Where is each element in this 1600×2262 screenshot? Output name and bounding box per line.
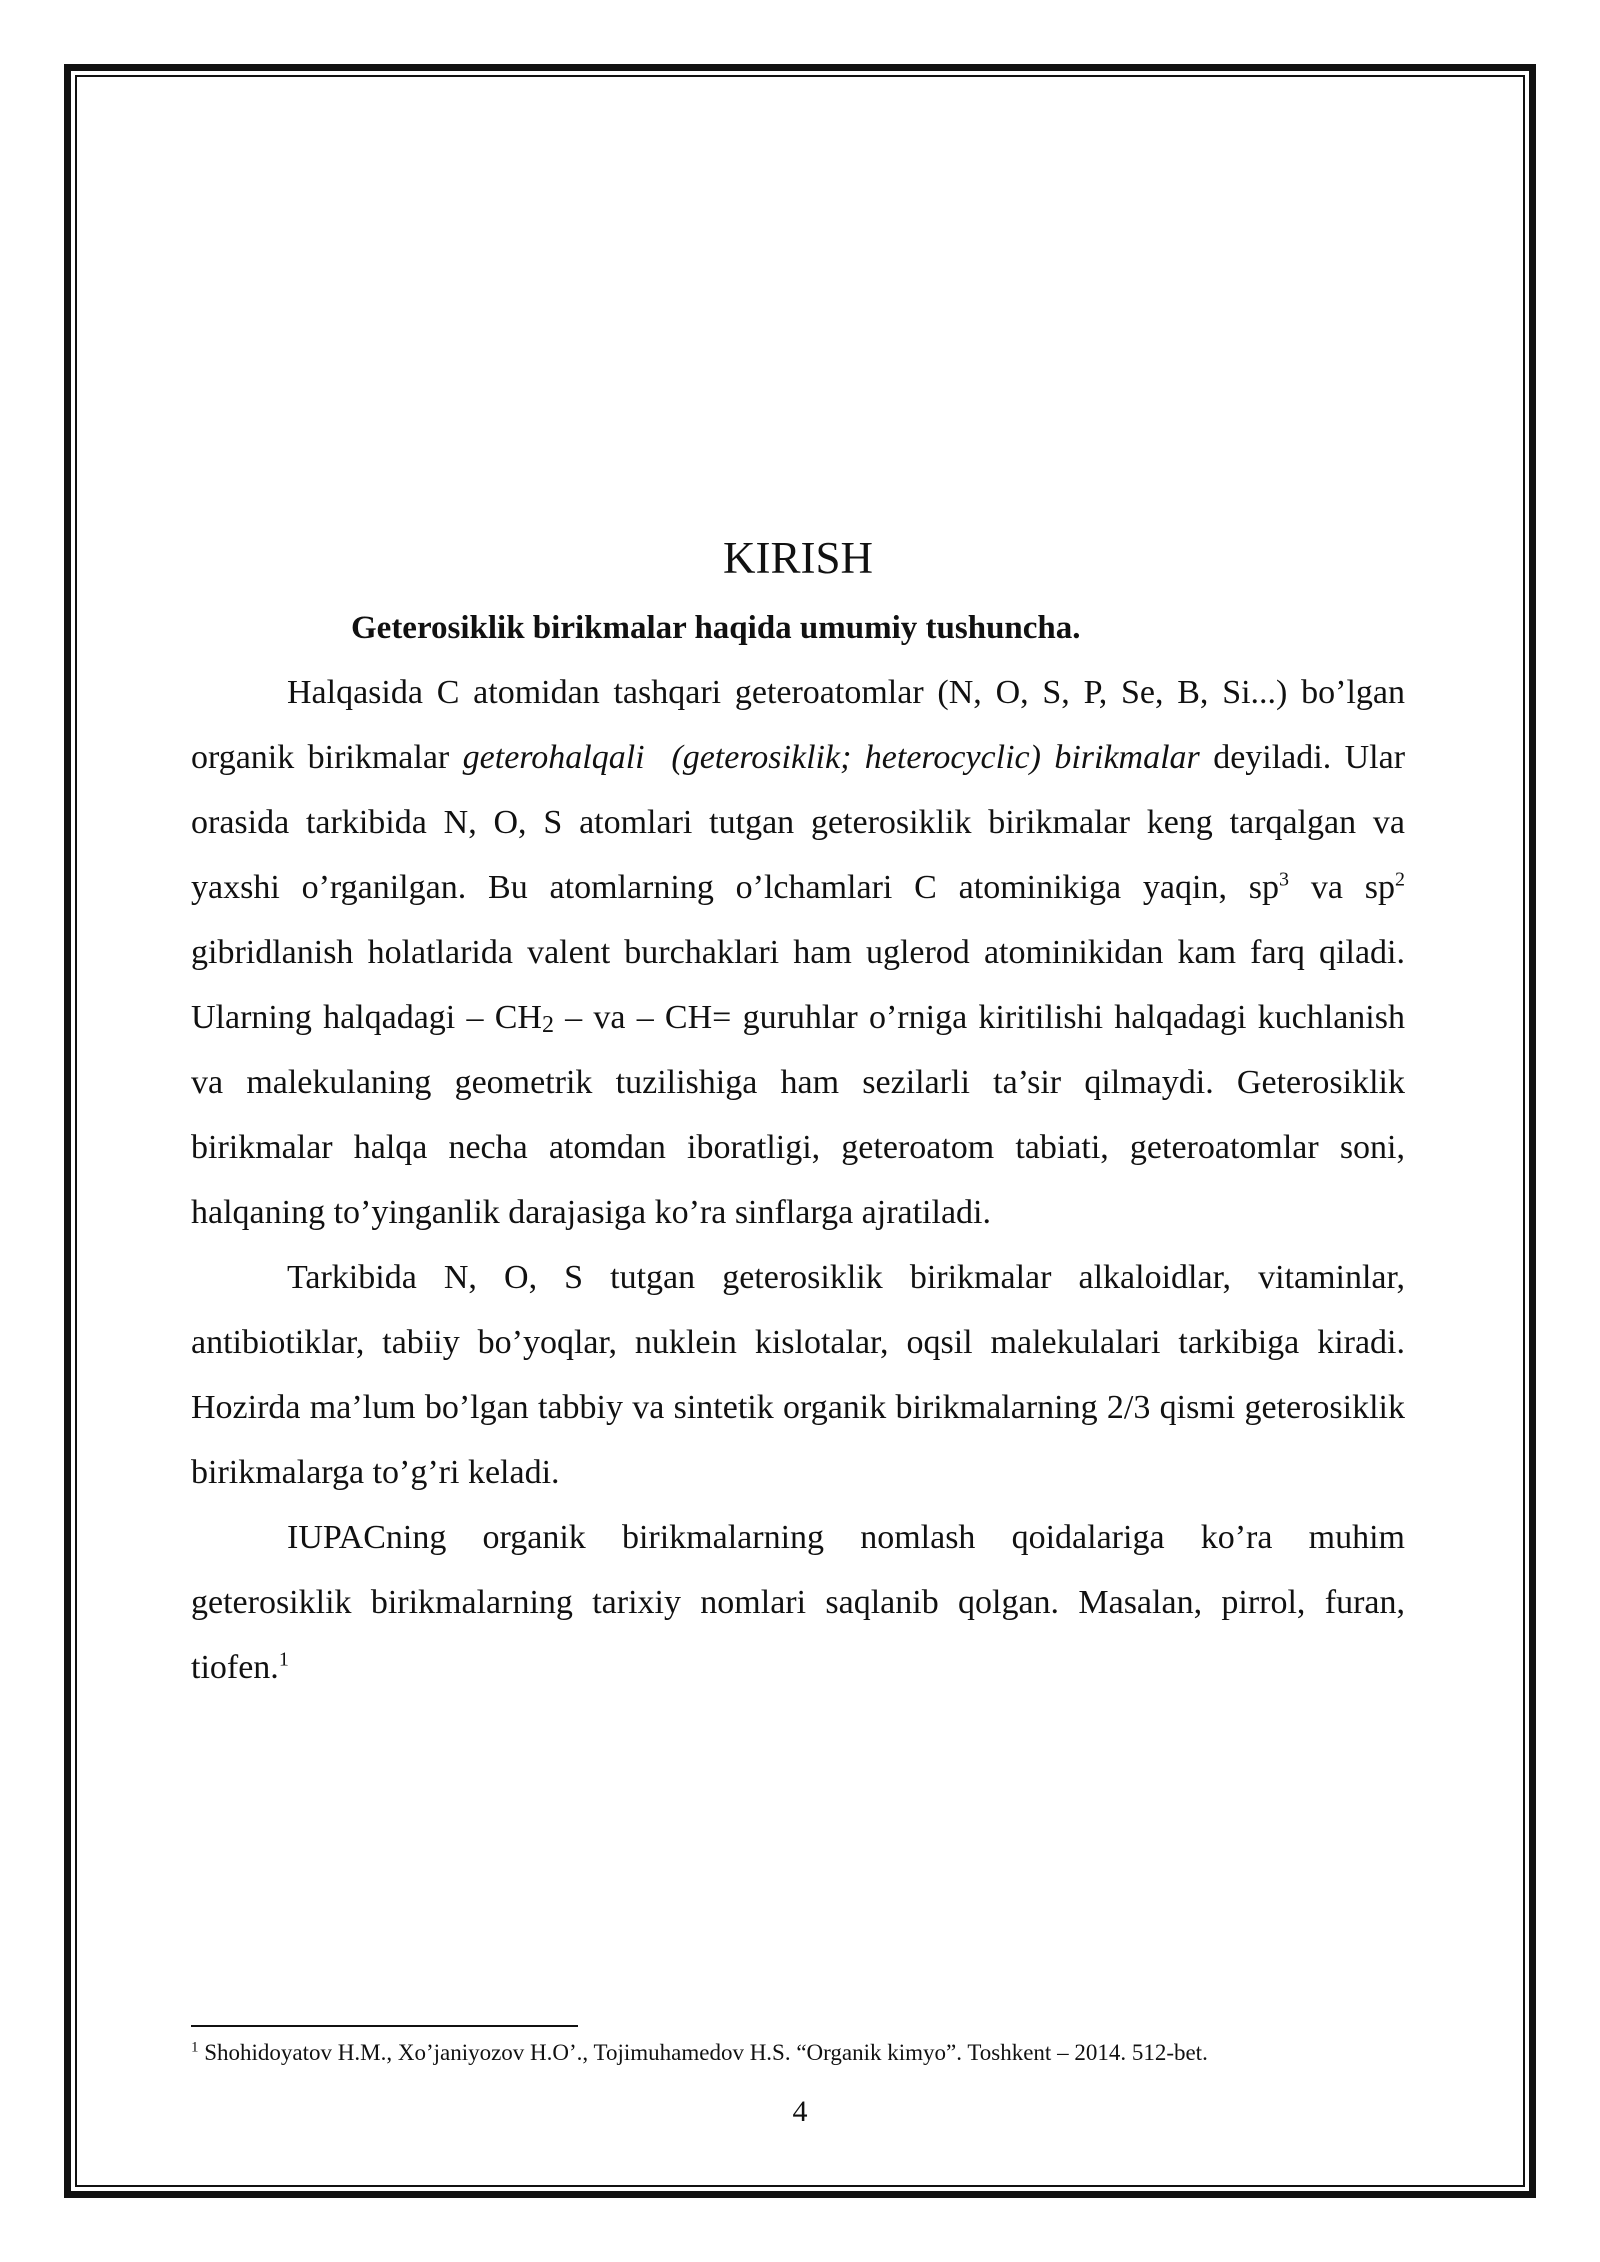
p1-text-d: va sp xyxy=(1289,869,1395,906)
section-subheading: Geterosiklik birikmalar haqida umumiy tushuncha. xyxy=(351,610,1081,646)
p1-text-a: Halqasida C atomidan tashqari geteroatomlar (N, O, S, P, Se, B, Si...) bo’lgan organik birikmalar xyxy=(191,674,1405,776)
footnote-mark: 1 xyxy=(191,2039,199,2056)
page-number: 4 xyxy=(792,2095,808,2128)
footnote-separator xyxy=(191,2025,578,2027)
footnote-reference[interactable]: 1 xyxy=(278,1648,289,1671)
paragraph-1 xyxy=(191,660,1405,1245)
footnote xyxy=(191,2036,1405,2070)
p1-text-f: – va – CH= guruhlar o’rniga kiritilishi halqadagi kuchlanish va malekulaning geometrik tuzilishiga ham sezilarli ta’sir qilmaydi. Geterosiklik birikmalar halqa necha atomdan iboratligi, geteroatom tabiati, geteroatomlar soni, halqaning to’yinganlik darajasiga ko’ra sinflarga ajratiladi. xyxy=(191,999,1405,1231)
paragraph-3 xyxy=(191,1505,1405,1700)
p1-text-b xyxy=(645,739,672,776)
p1-superscript-2: 2 xyxy=(1395,868,1405,891)
footnote-text: Shohidoyatov H.M., Xo’janiyozov H.O’., Tojimuhamedov H.S. “Organik kimyo”. Toshkent – 2014. 512-bet. xyxy=(198,2040,1208,2065)
page-title: KIRISH xyxy=(722,533,873,583)
p1-subscript-2: 2 xyxy=(541,1012,554,1038)
p3-text: IUPACning organik birikmalarning nomlash qoidalariga ko’ra muhim geterosiklik birikmalarning tarixiy nomlari saqlanib qolgan. Masalan, pirrol, furan, tiofen. xyxy=(191,1519,1405,1686)
p1-text-e: gibridlanish holatlarida valent burchaklari ham uglerod atominikidan kam farq qiladi. Ularning halqadagi – CH xyxy=(191,934,1405,1036)
p1-text-c: deyiladi. Ular orasida tarkibida N, O, S atomlari tutgan geterosiklik birikmalar keng tarqalgan va yaxshi o’rganilgan. Bu atomlarning o’lchamlari C atominikiga yaqin, sp xyxy=(191,739,1406,906)
p1-superscript-3: 3 xyxy=(1279,868,1290,891)
p1-italic-synonyms: (geterosiklik; heterocyclic) birikmalar xyxy=(671,739,1200,776)
paragraph-2: Tarkibida N, O, S tutgan geterosiklik birikmalar alkaloidlar, vitaminlar, antibiotiklar, tabiiy bo’yoqlar, nuklein kislotalar, oqsil malekulalari tarkibiga kiradi. Hozirda ma’lum bo’lgan tabbiy va sintetik organik birikmalarning 2/3 qismi geterosiklik birikmalarga to’g’ri keladi. xyxy=(191,1259,1405,1491)
main-content xyxy=(191,520,1405,1700)
p1-italic-term: geterohalqali xyxy=(462,739,645,776)
